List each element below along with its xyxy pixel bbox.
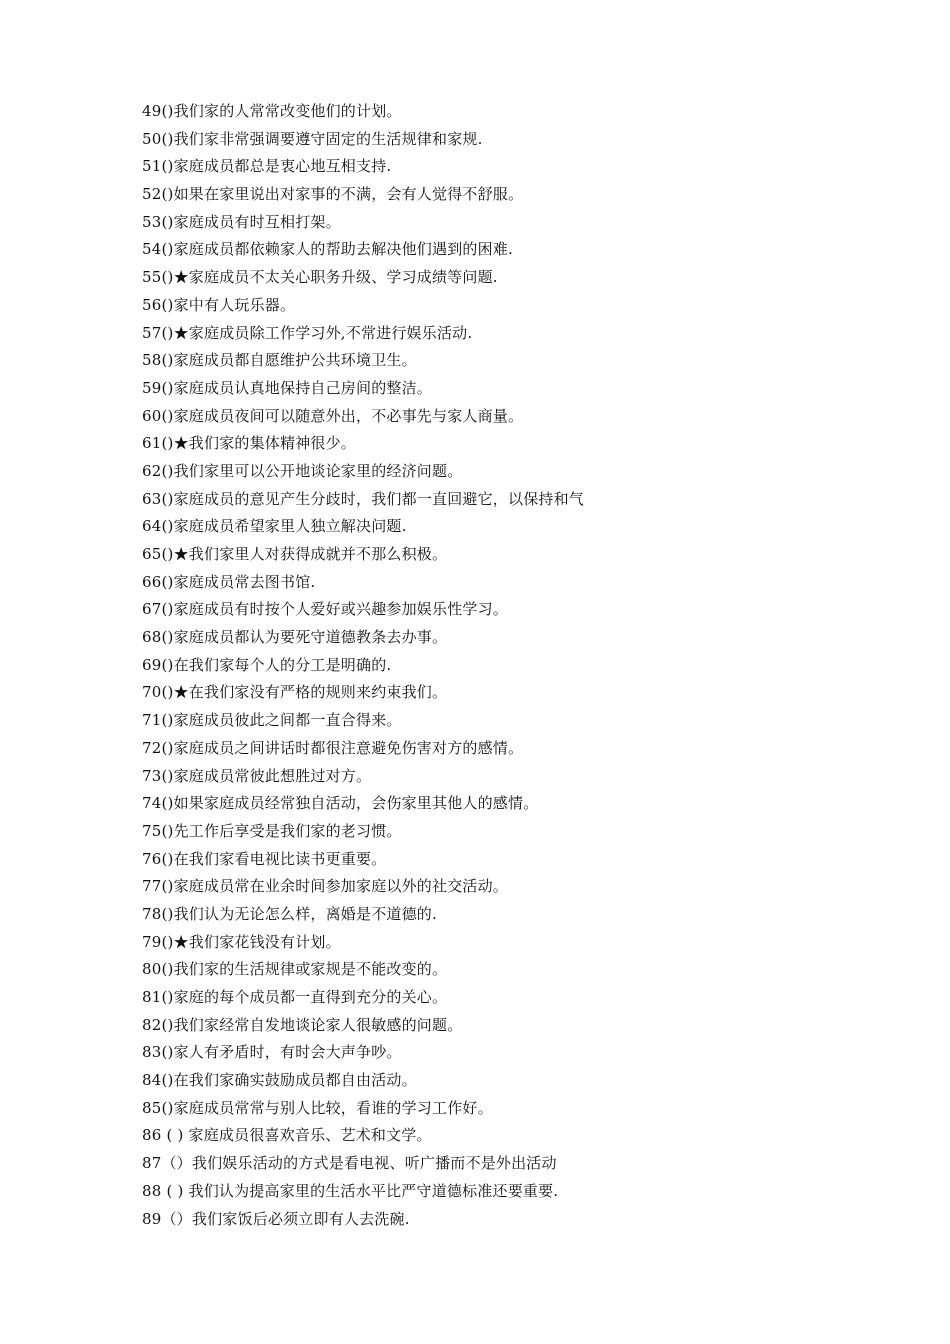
question-53: 53()家庭成员有时互相打架。 xyxy=(142,212,341,231)
question-59: 59()家庭成员认真地保持自己房间的整洁。 xyxy=(142,378,432,397)
question-82: 82()我们家经常自发地谈论家人很敏感的问题。 xyxy=(142,1015,463,1034)
question-80: 80()我们家的生活规律或家规是不能改变的。 xyxy=(142,960,448,979)
question-49: 49()我们家的人常常改变他们的计划。 xyxy=(142,102,402,120)
question-65: 65()★我们家里人对获得成就并不那么积极。 xyxy=(142,545,448,563)
question-78: 78()我们认为无论怎么样，离婚是不道德的. xyxy=(142,904,437,923)
question-83: 83()家人有矛盾时，有时会大声争吵。 xyxy=(142,1043,402,1062)
question-88: 88 ( ) 我们认为提高家里的生活水平比严守道德标准还要重要. xyxy=(142,1181,559,1200)
question-51: 51()家庭成员都总是衷心地互相支持. xyxy=(142,157,392,176)
question-55: 55()★家庭成员不太关心职务升级、学习成绩等问题. xyxy=(142,268,498,287)
question-56: 56()家中有人玩乐器。 xyxy=(142,295,296,314)
question-70: 70()★在我们家没有严格的规则来约束我们。 xyxy=(142,683,448,702)
question-62: 62()我们家里可以公开地谈论家里的经济问题。 xyxy=(142,461,463,480)
question-79: 79()★我们家花钱没有计划。 xyxy=(142,932,341,951)
question-71: 71()家庭成员彼此之间都一直合得来。 xyxy=(142,711,402,730)
question-60: 60()家庭成员夜间可以随意外出，不必事先与家人商量。 xyxy=(142,406,524,425)
question-50: 50()我们家非常强调要遵守固定的生活规律和家规. xyxy=(142,129,483,148)
question-81: 81()家庭的每个成员都一直得到充分的关心。 xyxy=(142,988,448,1006)
question-64: 64()家庭成员希望家里人独立解决问题. xyxy=(142,517,407,536)
question-52: 52()如果在家里说出对家事的不满，会有人觉得不舒服。 xyxy=(142,185,524,204)
question-68: 68()家庭成员都认为要死守道德教条去办事。 xyxy=(142,628,448,647)
question-86: 86 ( ) 家庭成员很喜欢音乐、艺术和文学。 xyxy=(142,1126,432,1145)
question-77: 77()家庭成员常在业余时间参加家庭以外的社交活动。 xyxy=(142,877,508,896)
question-63: 63()家庭成员的意见产生分歧时，我们都一直回避它，以保持和气 xyxy=(142,489,584,508)
questionnaire-list xyxy=(142,98,842,1233)
question-72: 72()家庭成员之间讲话时都很注意避免伤害对方的感情。 xyxy=(142,738,524,757)
question-67: 67()家庭成员有时按个人爱好或兴趣参加娱乐性学习。 xyxy=(142,600,508,619)
question-75: 75()先工作后享受是我们家的老习惯。 xyxy=(142,821,402,840)
question-89: 89（）我们家饭后必须立即有人去洗碗. xyxy=(142,1209,410,1228)
question-57: 57()★家庭成员除工作学习外,不常进行娱乐活动. xyxy=(142,323,473,342)
question-74: 74()如果家庭成员经常独自活动，会伤家里其他人的感情。 xyxy=(142,794,539,813)
question-66: 66()家庭成员常去图书馆. xyxy=(142,572,316,591)
question-61: 61()★我们家的集体精神很少。 xyxy=(142,434,356,453)
question-54: 54()家庭成员都依赖家人的帮助去解决他们遇到的困难. xyxy=(142,240,513,259)
question-73: 73()家庭成员常彼此想胜过对方。 xyxy=(142,766,372,785)
question-76: 76()在我们家看电视比读书更重要。 xyxy=(142,849,387,868)
question-58: 58()家庭成员都自愿维护公共环境卫生。 xyxy=(142,351,417,370)
question-85: 85()家庭成员常常与别人比较，看谁的学习工作好。 xyxy=(142,1098,493,1117)
question-84: 84()在我们家确实鼓励成员都自由活动。 xyxy=(142,1071,417,1090)
question-69: 69()在我们家每个人的分工是明确的. xyxy=(142,655,392,674)
question-87: 87（）我们娱乐活动的方式是看电视、听广播而不是外出活动 xyxy=(142,1154,557,1173)
